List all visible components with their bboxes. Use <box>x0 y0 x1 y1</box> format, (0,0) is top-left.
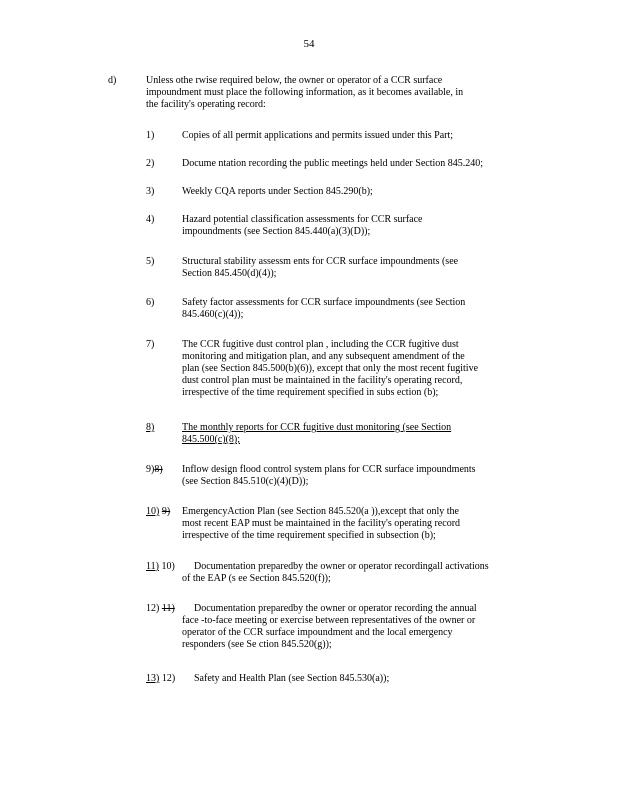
item-line: operator of the CCR surface impoundment and the local emergency <box>182 627 453 638</box>
item-line: Structural stability assessm ents for CCR surface impoundments (see <box>182 256 459 267</box>
list-item <box>146 506 546 542</box>
item-number-new: 11) <box>146 561 159 572</box>
item-number <box>146 561 175 573</box>
item-number-deleted: 9) <box>161 506 171 517</box>
item-number: 2) <box>146 158 155 169</box>
item-number: 7) <box>146 339 155 350</box>
intro-line: the facility's operating record: <box>146 99 266 110</box>
list-item <box>146 186 546 198</box>
item-line: The monthly reports for CCR fugitive dust monitoring (see Section <box>182 422 452 433</box>
item-line: Copies of all permit applications and permits issued under this Part; <box>182 130 454 141</box>
page-number: 54 <box>303 38 315 50</box>
intro-line: Unless othe rwise required below, the owner or operator of a CCR surface <box>146 75 443 86</box>
list-item <box>146 158 546 170</box>
item-number-new: 9) <box>146 464 155 475</box>
item-line: face -to-face meeting or exercise between representatives of the owner or <box>182 615 476 626</box>
item-number: 5) <box>146 256 155 267</box>
item-number-old: 12) <box>161 673 176 684</box>
list-item <box>146 130 546 142</box>
list-item <box>146 561 546 585</box>
item-number: 8) <box>146 422 155 433</box>
item-line: The CCR fugitive dust control plan , including the CCR fugitive dust <box>182 339 459 350</box>
item-line: Documentation preparedby the owner or operator recordingall activations <box>194 561 489 572</box>
item-number-new: 10) <box>146 506 160 517</box>
item-number: 3) <box>146 186 155 197</box>
intro-line: impoundment must place the following information, as it becomes available, in <box>146 87 464 98</box>
list-item <box>146 464 546 488</box>
item-number-new: 13) <box>146 673 160 684</box>
item-number-deleted: 8) <box>154 464 163 475</box>
item-line: Safety and Health Plan (see Section 845.530(a)); <box>194 673 390 684</box>
list-item <box>146 673 546 685</box>
item-line: 845.460(c)(4)); <box>182 309 244 320</box>
item-line: EmergencyAction Plan (see Section 845.520(a )),except that only the <box>182 506 459 517</box>
list-item <box>146 256 546 280</box>
item-line: Documentation preparedby the owner or operator recording the annual <box>194 603 477 614</box>
list-item <box>146 603 546 651</box>
item-number <box>146 603 175 615</box>
item-line: Inflow design flood control system plans for CCR surface impoundments <box>182 464 476 475</box>
list-item <box>146 422 546 446</box>
item-line: dust control plan must be maintained in the facility's operating record, <box>182 375 463 386</box>
item-line: Section 845.450(d)(4)); <box>182 268 277 279</box>
item-line: of the EAP (s ee Section 845.520(f)); <box>182 573 331 584</box>
item-line: Hazard potential classification assessments for CCR surface <box>182 214 423 225</box>
item-line: Weekly CQA reports under Section 845.290(b); <box>182 186 373 197</box>
item-number <box>146 506 170 518</box>
list-item <box>146 297 546 321</box>
item-line: plan (see Section 845.500(b)(6)), except that only the most recent fugitive <box>182 363 479 374</box>
list-item <box>146 339 546 399</box>
item-number-old: 10) <box>161 561 175 572</box>
item-line: impoundments (see Section 845.440(a)(3)(D)); <box>182 226 371 237</box>
item-number: 1) <box>146 130 155 141</box>
section-letter: d) <box>108 75 117 86</box>
item-number-new: 12) <box>146 603 160 614</box>
item-number <box>146 673 175 685</box>
item-line: Docume ntation recording the public meetings held under Section 845.240; <box>182 158 484 169</box>
item-line: most recent EAP must be maintained in the facility's operating record <box>182 518 461 529</box>
section-intro <box>146 75 536 111</box>
list-item <box>146 214 546 238</box>
item-number: 4) <box>146 214 155 225</box>
item-line: Safety factor assessments for CCR surface impoundments (see Section <box>182 297 466 308</box>
item-line: monitoring and mitigation plan, and any subsequent amendment of the <box>182 351 465 362</box>
item-line: (see Section 845.510(c)(4)(D)); <box>182 476 309 487</box>
item-line: irrespective of the time requirement specified in subs ection (b); <box>182 387 439 398</box>
item-number: 6) <box>146 297 155 308</box>
item-line: responders (see Se ction 845.520(g)); <box>182 639 332 650</box>
item-line: 845.500(c)(8); <box>182 434 241 445</box>
item-number <box>146 464 163 476</box>
item-line: irrespective of the time requirement specified in subsection (b); <box>182 530 436 541</box>
item-number-deleted: 11) <box>161 603 175 614</box>
